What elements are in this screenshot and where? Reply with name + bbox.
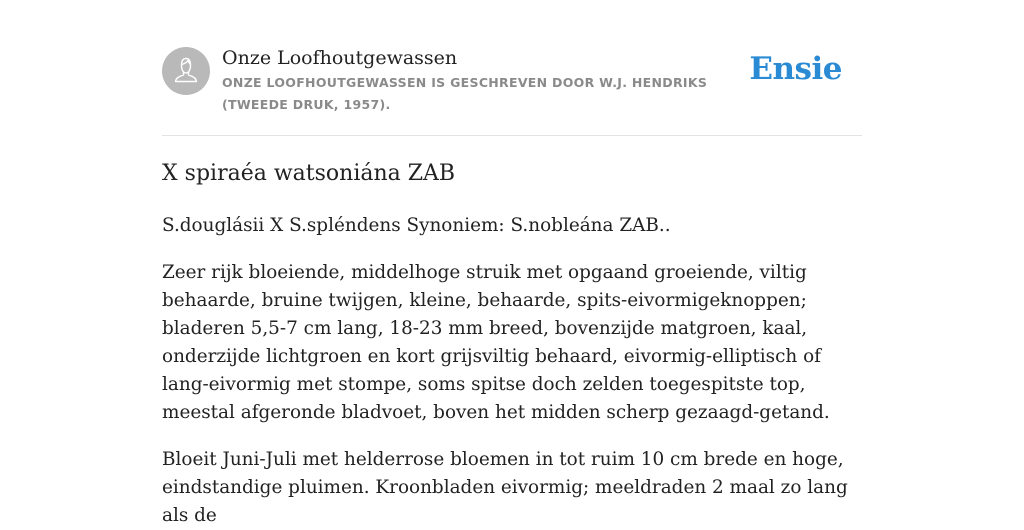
ensie-logo[interactable]: Ensie [749, 51, 842, 87]
user-silhouette-icon [162, 47, 210, 95]
book-title[interactable]: Onze Loofhoutgewassen [222, 47, 458, 69]
header-divider [162, 135, 862, 136]
flowering-paragraph: Bloeit Juni-Juli met helderrose bloemen in tot ruim 10 cm brede en hoge, eindstandige pluimen. Kroonbladen eivormig; meeldraden 2 maal zo lang als de [162, 449, 848, 526]
book-subtitle: ONZE LOOFHOUTGEWASSEN IS GESCHREVEN DOOR W.J. HENDRIKS (TWEEDE DRUK, 1957). [222, 75, 708, 112]
entry-content [162, 156, 862, 530]
book-header [162, 44, 862, 134]
entry-title: X spiraéa watsoniána ZAB [162, 161, 456, 186]
description-paragraph: Zeer rijk bloeiende, middelhoge struik met opgaand groeiende, viltig behaarde, bruine twijgen, kleine, behaarde, spits-eivormigeknoppen; bladeren 5,5-7 cm lang, 18-23 mm breed, bovenzijde matgroen, kaal, onderzijde lichtgroen en kort grijsviltig behaard, eivormig-elliptisch of lang-eivormig met stompe, soms spitse doch zelden toegespitste top, meestal afgeronde bladvoet, boven het midden scherp gezaagd-getand. [162, 262, 830, 423]
synonym-line: S.douglásii X S.spléndens Synoniem: S.nobleána ZAB.. [162, 215, 671, 236]
author-avatar[interactable] [162, 47, 210, 95]
